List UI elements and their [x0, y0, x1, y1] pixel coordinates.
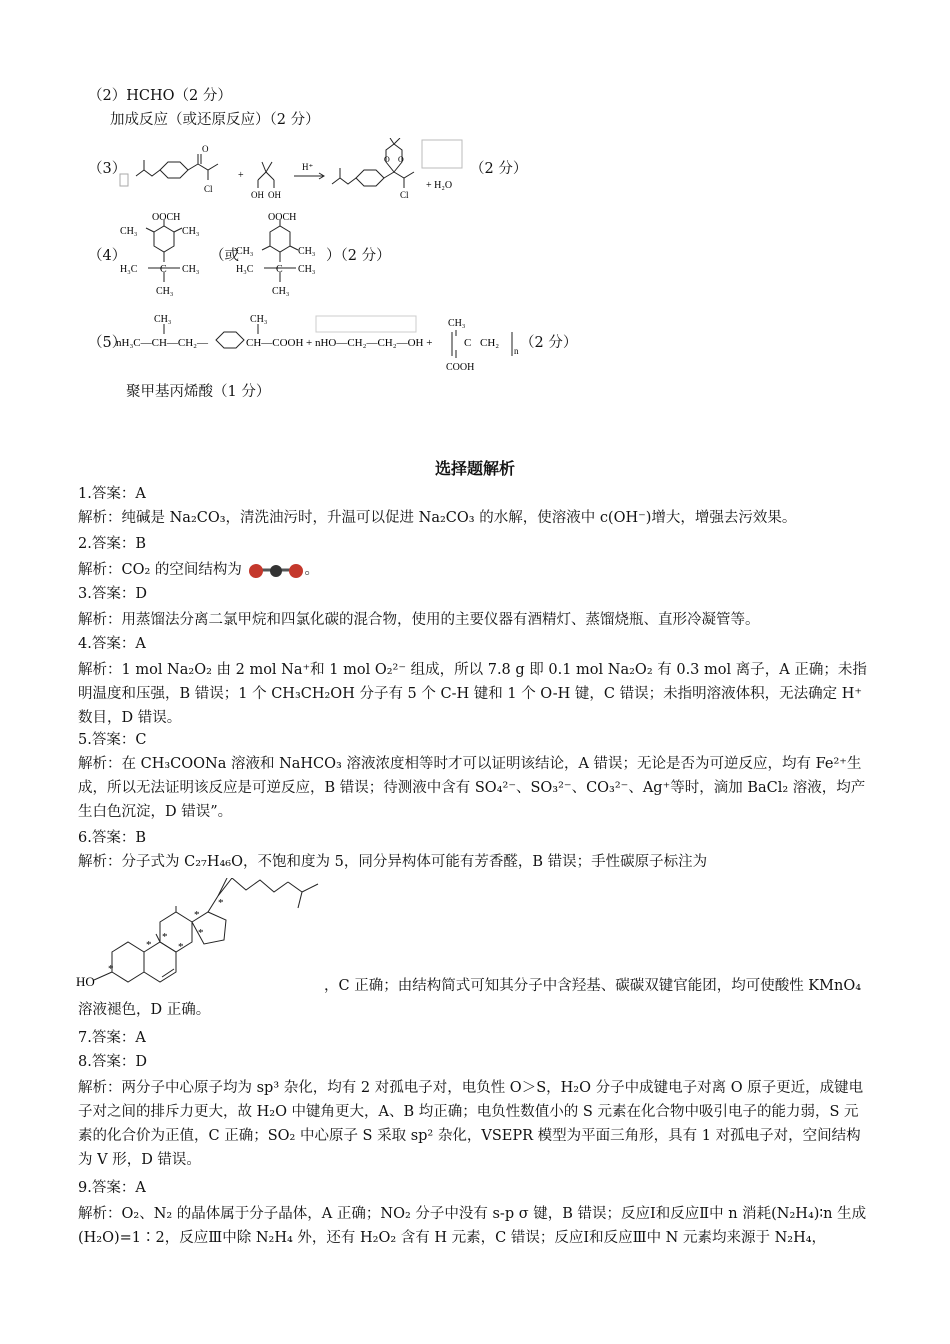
q2-reaction-type: 加成反应（或还原反应）（2 分） — [110, 112, 320, 128]
svg-text:+ H₂O: + H₂O — [426, 180, 453, 191]
svg-text:O: O — [202, 144, 209, 154]
svg-text:OH: OH — [251, 190, 264, 200]
item1-answer: 1.答案：A — [78, 486, 146, 502]
svg-text:CH₃: CH₃ — [272, 286, 290, 297]
item4-analysis: 解析：1 mol Na₂O₂ 由 2 mol Na⁺和 1 mol O₂²⁻ 组成，所以 7.8 g 即 0.1 mol Na₂O₂ 有 0.3 mol 离子，A 正确；未指明温度和压强，B 错误；1 个 CH₃CH₂OH 分子有 5 个 C-H 键和 1 个 O-H 键，C 错误；未指明溶液体积，无法确定 H⁺数目，D 错误。 — [78, 662, 867, 726]
svg-text:CH₃: CH₃ — [120, 226, 138, 237]
svg-text:CH₃: CH₃ — [250, 314, 268, 325]
svg-text:*: * — [108, 963, 114, 975]
svg-text:CH₃: CH₃ — [182, 264, 200, 275]
item3-answer: 3.答案：D — [78, 586, 147, 602]
item6-analysis-tail: ，C 正确；由结构简式可知其分子中含羟基、碳碳双键官能团，均可使酸性 KMnO₄ 溶液褪色，D 正确。 — [78, 978, 862, 1018]
svg-text:CH₃: CH₃ — [298, 246, 316, 257]
svg-text:CH₃: CH₃ — [448, 318, 466, 329]
q5-note: 聚甲基丙烯酸（1 分） — [126, 384, 271, 400]
svg-text:COOH: COOH — [446, 362, 475, 373]
svg-text:Cl: Cl — [204, 184, 213, 194]
q4-structure-b — [232, 210, 332, 300]
svg-text:H⁺: H⁺ — [302, 162, 314, 172]
item7-answer: 7.答案：A — [78, 1030, 146, 1046]
q3-number: （3） — [88, 161, 127, 177]
svg-text:HO: HO — [76, 974, 95, 989]
svg-text:OOCH: OOCH — [268, 212, 297, 223]
svg-text:CH₂: CH₂ — [480, 337, 500, 349]
svg-text:*: * — [198, 927, 204, 939]
item6-analysis: 解析：分子式为 C₂₇H₄₆O，不饱和度为 5，同分异构体可能有芳香醛，B 错误；手性碳原子标注为 — [78, 854, 708, 870]
q2-answer: （2）HCHO（2 分） — [88, 88, 232, 104]
item9-answer: 9.答案：A — [78, 1180, 146, 1196]
item5-answer: 5.答案：C — [78, 732, 147, 748]
svg-text:CH₃: CH₃ — [298, 264, 316, 275]
co2-model-image — [247, 560, 305, 580]
item8-answer: 8.答案：D — [78, 1054, 147, 1070]
svg-text:O: O — [384, 155, 390, 164]
item8-analysis: 解析：两分子中心原子均为 sp³ 杂化，均有 2 对孤电子对，电负性 O＞S，H₂O 分子中成键电子对离 O 原子更近，成键电子对之间的排斥力更大，故 H₂O 中键角更大，A、B 均正确；电负性数值小的 S 元素在化合物中吸引电子的能力弱，S 元素的化合价为正值，C 正确；SO₂ 中心原子 S 采取 sp² 杂化，VSEPR 模型为平面三角形，具有 1 对孤电子对，空间结构为 V 形，D 错误。 — [78, 1080, 864, 1168]
q3-reaction-structure — [118, 138, 468, 202]
item2-analysis: 解析：CO₂ 的空间结构为 。 — [78, 562, 320, 578]
svg-text:*: * — [218, 897, 224, 909]
svg-text:CH₃: CH₃ — [236, 246, 254, 257]
svg-text:H₃C: H₃C — [236, 264, 254, 275]
svg-text:*: * — [146, 939, 152, 951]
svg-text:OOCH: OOCH — [152, 212, 181, 223]
q4-number: （4） — [88, 248, 127, 264]
item2-answer: 2.答案：B — [78, 536, 146, 552]
svg-text:*: * — [194, 909, 200, 921]
q4-or: （或 — [210, 248, 239, 264]
svg-text:C: C — [464, 337, 472, 349]
item4-answer: 4.答案：A — [78, 636, 146, 652]
item6-answer: 6.答案：B — [78, 830, 146, 846]
svg-text:C: C — [160, 264, 167, 275]
svg-text:CH₃: CH₃ — [182, 226, 200, 237]
item9-analysis: 解析：O₂、N₂ 的晶体属于分子晶体，A 正确；NO₂ 分子中没有 s-p σ 键，B 错误；反应Ⅰ和反应Ⅱ中 n 消耗(N₂H₄)∶n 生成(H₂O)=1∶2，反应Ⅲ中除 N₂H₄ 外，还有 H₂O₂ 含有 H 元素，C 错误；反应Ⅰ和反应Ⅲ中 N 元素均来源于 N₂H₄， — [78, 1206, 867, 1246]
svg-text:CH—COOH: CH—COOH — [246, 337, 304, 349]
q5-score: （2 分） — [520, 335, 578, 351]
svg-text:Cl: Cl — [400, 190, 409, 200]
q4-score: ）（2 分） — [326, 248, 391, 264]
section-title: 选择题解析 — [434, 459, 515, 478]
svg-text:*: * — [162, 931, 168, 943]
svg-text:CH₃: CH₃ — [156, 286, 174, 297]
svg-text:+ nHO—CH₂—CH₂—OH +: + nHO—CH₂—CH₂—OH + — [306, 337, 433, 349]
svg-text:*: * — [178, 941, 184, 953]
svg-text:CH₃: CH₃ — [154, 314, 172, 325]
q5-reaction-structure — [116, 310, 520, 376]
svg-text:+: + — [238, 170, 244, 181]
q3-score: （2 分） — [470, 161, 528, 177]
svg-text:nH₃C—CH—CH₂—: nH₃C—CH—CH₂— — [116, 337, 209, 349]
svg-text:n: n — [514, 346, 519, 356]
svg-text:H₃C: H₃C — [120, 264, 138, 275]
svg-text:OH: OH — [268, 190, 281, 200]
q4-structure-a — [116, 210, 216, 300]
svg-text:O: O — [398, 155, 404, 164]
item5-analysis: 解析：在 CH₃COONa 溶液和 NaHCO₃ 溶液浓度相等时才可以证明该结论，A 错误；无论是否为可逆反应，均有 Fe²⁺生成，所以无法证明该反应是可逆反应，B 错误；待测液中含有 SO₄²⁻、SO₃²⁻、CO₃²⁻、Ag⁺等时，滴加 BaCl₂ 溶液，均产生白色沉淀，D 错误”。 — [78, 756, 866, 820]
svg-text:C: C — [276, 264, 283, 275]
item1-analysis: 解析：纯碱是 Na₂CO₃，清洗油污时，升温可以促进 Na₂CO₃ 的水解，使溶液中 c(OH⁻)增大，增强去污效果。 — [78, 510, 797, 526]
item3-analysis: 解析：用蒸馏法分离二氯甲烷和四氯化碳的混合物，使用的主要仪器有酒精灯、蒸馏烧瓶、直形冷凝管等。 — [78, 612, 760, 628]
q5-number: （5） — [88, 335, 127, 351]
